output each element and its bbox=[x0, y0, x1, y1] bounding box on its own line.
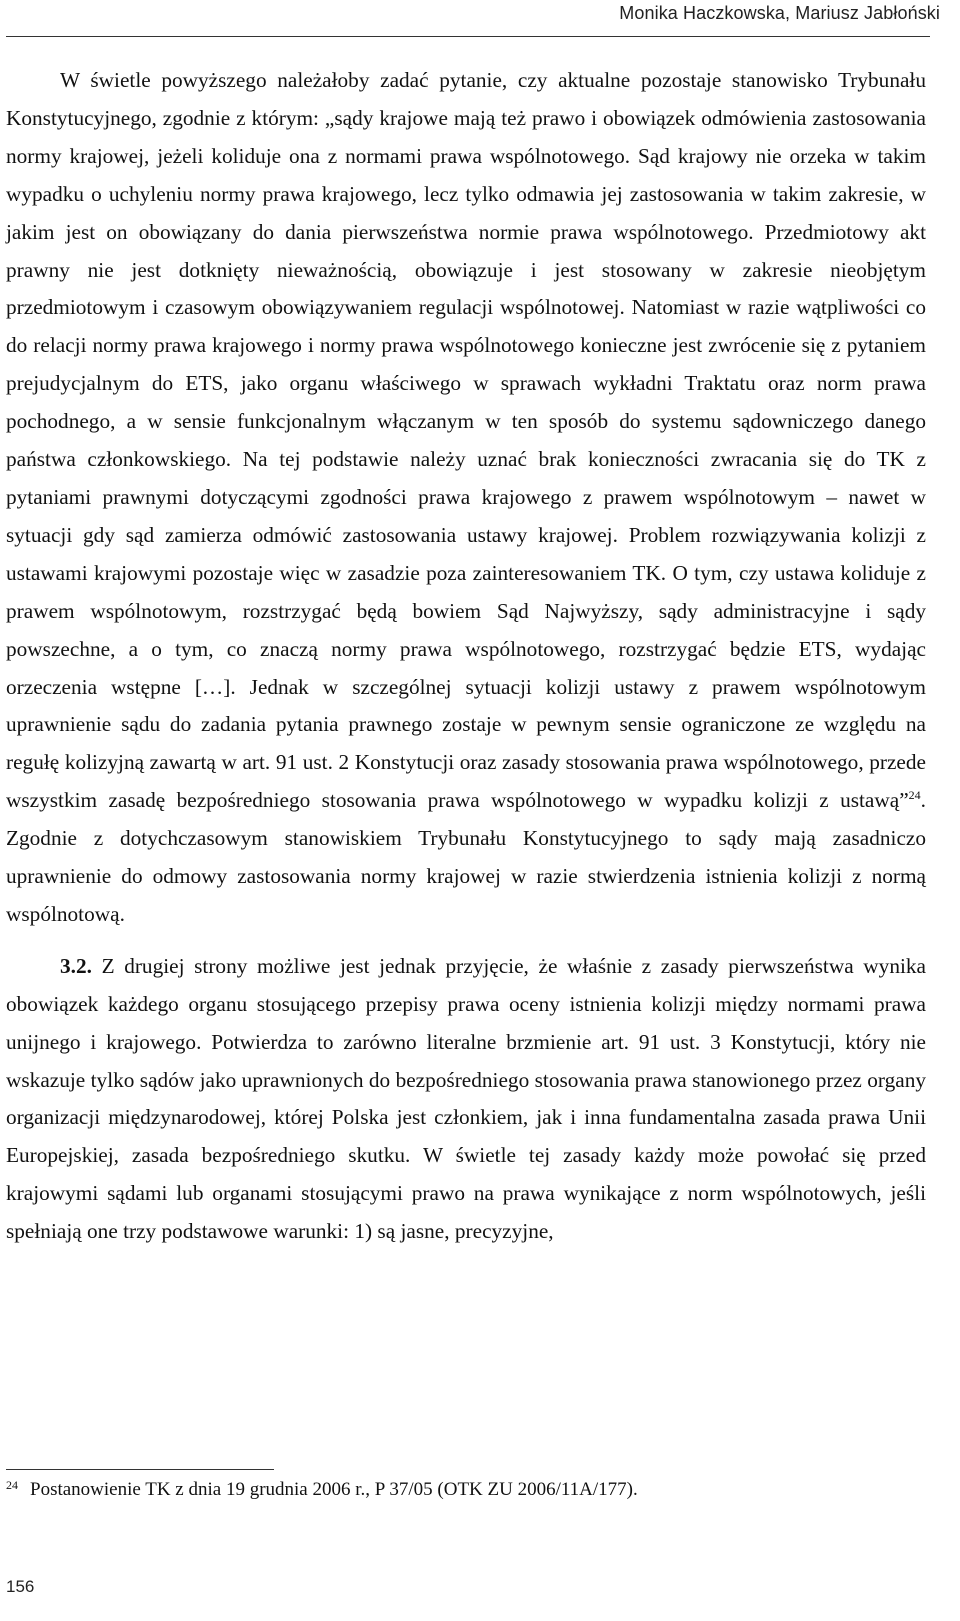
body-text bbox=[6, 62, 926, 1251]
paragraph-2 bbox=[6, 948, 926, 1251]
section-number: 3.2. bbox=[60, 953, 92, 978]
paragraph-1-text: W świetle powyższego należałoby zadać pytanie, czy aktualne pozostaje stanowisko Trybunału Konstytucyjnego, zgodnie z którym: „sądy krajowe mają też prawo i obowiązek odmówienia zastosowania normy krajowej, jeżeli koliduje ona z normami prawa wspólnotowego. Sąd krajowy nie orzeka w takim wypadku o uchyleniu normy prawa krajowego, lecz tylko odmawia jej zastosowania w takim zakresie, w jakim jest on obowiązany do dania pierwszeństwa normie prawa wspólnotowego. Przedmiotowy akt prawny nie jest dotknięty nieważnością, obowiązuje i jest stosowany w zakresie nieobjętym przedmiotowym i czasowym obowiązywaniem regulacji wspólnotowej. Natomiast w razie wątpliwości co do relacji normy prawa krajowego i normy prawa wspólnotowego konieczne jest zwrócenie się z pytaniem prejudycjalnym do ETS, jako organu właściwego w sprawach wykładni Traktatu oraz norm prawa pochodnego, a w sensie funkcjonalnym włączanym w ten sposób do systemu sądowniczego danego państwa członkowskiego. Na tej podstawie należy uznać brak konieczności zwracania się do TK z pytaniami prawnymi dotyczącymi zgodności prawa krajowego z prawem wspólnotowym – nawet w sytuacji gdy sąd zamierza odmówić zastosowania ustawy krajowej. Problem rozwiązywania kolizji z ustawami krajowymi pozostaje więc w zasadzie poza zainteresowaniem TK. O tym, czy ustawa koliduje z prawem wspólnotowym, rozstrzygać będą bowiem Sąd Najwyższy, sądy administracyjne i sądy powszechne, a o tym, co znaczą normy prawa wspólnotowego, rozstrzygać będzie ETS, wydając orzeczenia wstępne […]. Jednak w szczególnej sytuacji kolizji ustawy z prawem wspólnotowym uprawnienie sądu do zadania pytania prawnego zostaje w pewnym sensie ograniczone ze względu na regułę kolizyjną zawartą w art. 91 ust. 2 Konstytucji oraz zasady stosowania prawa wspólnotowego, przede wszystkim zasadę bezpośredniego stosowania prawa wspólnotowego w wypadku kolizji z ustawą” bbox=[6, 68, 926, 813]
footnote-text: Postanowienie TK z dnia 19 grudnia 2006 r., P 37/05 (OTK ZU 2006/11A/177). bbox=[30, 1479, 638, 1500]
paragraph-2-text: Z drugiej strony możliwe jest jednak przyjęcie, że właśnie z zasady pierwszeństwa wynika obowiązek każdego organu stosującego przepisy prawa oceny istnienia kolizji między normami prawa unijnego i krajowego. Potwierdza to zarówno literalne brzmienie art. 91 ust. 3 Konstytucji, który nie wskazuje tylko sądów jako uprawnionych do bezpośredniego stosowania prawa stanowionego przez organy organizacji międzynarodowej, której Polska jest członkiem, jak i inna fundamentalna zasada prawa Unii Europejskiej, zasada bezpośredniego skutku. W świetle tej zasady każdy może powołać się przed krajowymi sądami lub organami stosującymi prawo na prawa wynikające z norm wspólnotowych, jeśli spełniają one trzy podstawowe warunki: 1) są jasne, precyzyjne, bbox=[6, 953, 926, 1244]
footnote-reference[interactable]: 24 bbox=[908, 788, 921, 803]
paragraph-1 bbox=[6, 62, 926, 934]
running-header: Monika Haczkowska, Mariusz Jabłoński bbox=[619, 3, 940, 23]
paragraph-1-continuation: . Zgodnie z dotychczasowym stanowiskiem Trybunału Konstytucyjnego to sądy mają zasadniczo uprawnienie do odmowy zastosowania normy krajowej w razie stwierdzenia istnienia kolizji z normą wspólnotową. bbox=[6, 788, 926, 926]
page-number: 156 bbox=[6, 1577, 35, 1596]
footnote-rule bbox=[6, 1469, 274, 1470]
header-rule bbox=[6, 36, 930, 37]
footnote: 24 Postanowienie TK z dnia 19 grudnia 2006 r., P 37/05 (OTK ZU 2006/11A/177). bbox=[6, 1478, 638, 1500]
